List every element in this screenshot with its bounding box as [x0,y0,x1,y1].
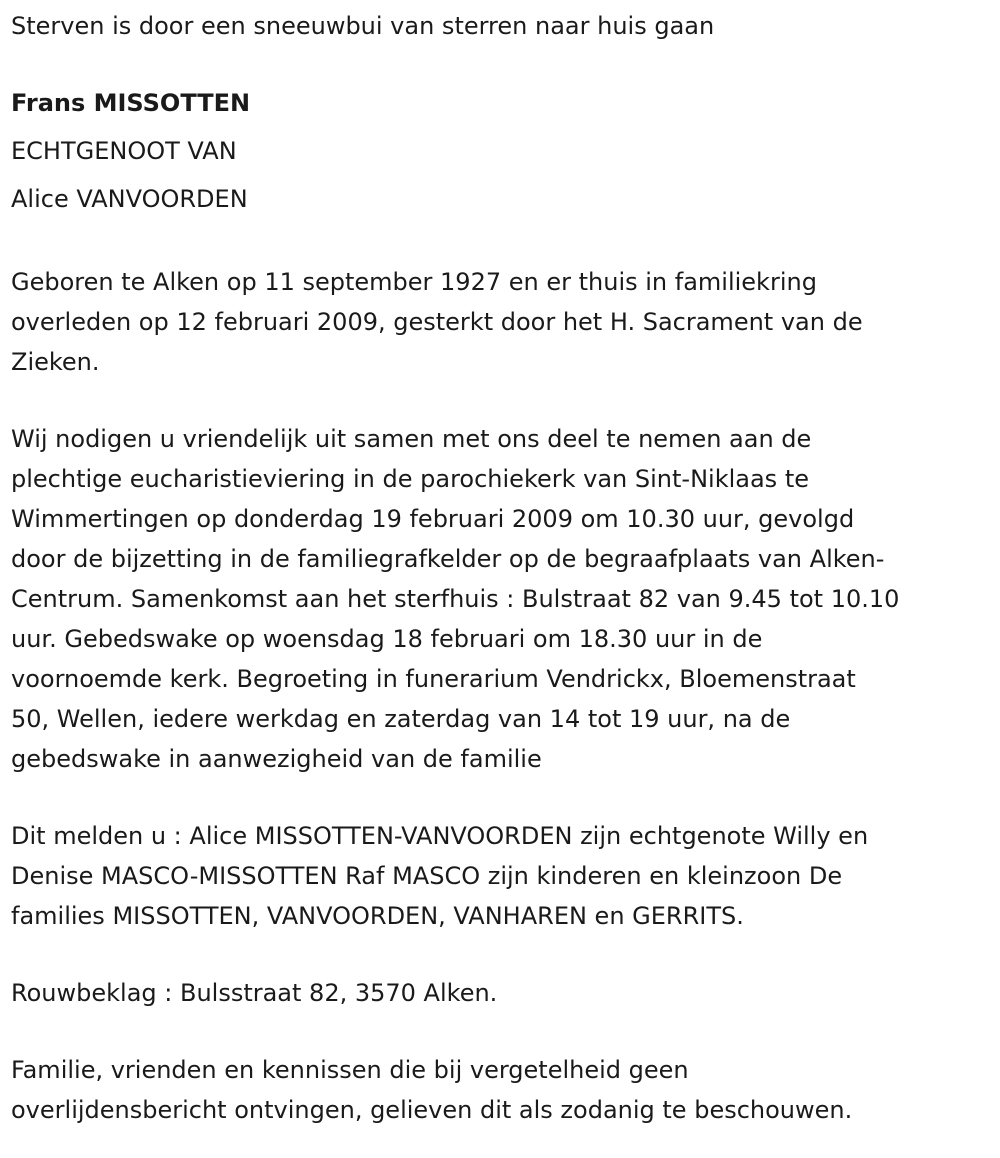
paragraph-line: Denise MASCO-MISSOTTEN Raf MASCO zijn kinderen en kleinzoon De [11,862,843,890]
paragraph-line: voornoemde kerk. Begroeting in funerarium Vendrickx, Bloemenstraat [11,665,856,693]
paragraph-line: Geboren te Alken op 11 september 1927 en er thuis in familiekring [11,268,817,296]
condolence-paragraph [11,973,990,1013]
announcement-paragraph [11,816,990,936]
deceased-name: Frans MISSOTTEN [11,89,251,117]
paragraph-line: plechtige eucharistieviering in de parochiekerk van Sint-Niklaas te [11,465,809,493]
paragraph-line: Familie, vrienden en kennissen die bij vergetelheid geen [11,1056,689,1084]
paragraph-line: Dit melden u : Alice MISSOTTEN-VANVOORDEN zijn echtgenote Willy en [11,822,869,850]
paragraph-line: Wimmertingen op donderdag 19 februari 2009 om 10.30 uur, gevolgd [11,505,855,533]
paragraph-line: Wij nodigen u vriendelijk uit samen met ons deel te nemen aan de [11,425,812,453]
paragraph-line: Zieken. [11,348,100,376]
motto: Sterven is door een sneeuwbui van sterren naar huis gaan [11,12,715,40]
paragraph-line: door de bijzetting in de familiegrafkelder op de begraafplaats van Alken- [11,545,885,573]
paragraph-line: 50, Wellen, iedere werkdag en zaterdag van 14 tot 19 uur, na de [11,705,791,733]
invitation-paragraph [11,419,990,779]
paragraph-line: Rouwbeklag : Bulsstraat 82, 3570 Alken. [11,979,498,1007]
paragraph-line: gebedswake in aanwezigheid van de familie [11,745,542,773]
paragraph-line: Centrum. Samenkomst aan het sterfhuis : Bulstraat 82 van 9.45 tot 10.10 [11,585,900,613]
paragraph-line: overleden op 12 februari 2009, gesterkt door het H. Sacrament van de [11,308,863,336]
paragraph-line: uur. Gebedswake op woensdag 18 februari om 18.30 uur in de [11,625,763,653]
closing-paragraph [11,1050,990,1130]
spouse-name: Alice VANVOORDEN [11,185,248,213]
relation-label: ECHTGENOOT VAN [11,137,237,165]
paragraph-line: overlijdensbericht ontvingen, gelieven dit als zodanig te beschouwen. [11,1096,853,1124]
birth-death-paragraph [11,262,990,382]
paragraph-line: families MISSOTTEN, VANVOORDEN, VANHAREN en GERRITS. [11,902,744,930]
